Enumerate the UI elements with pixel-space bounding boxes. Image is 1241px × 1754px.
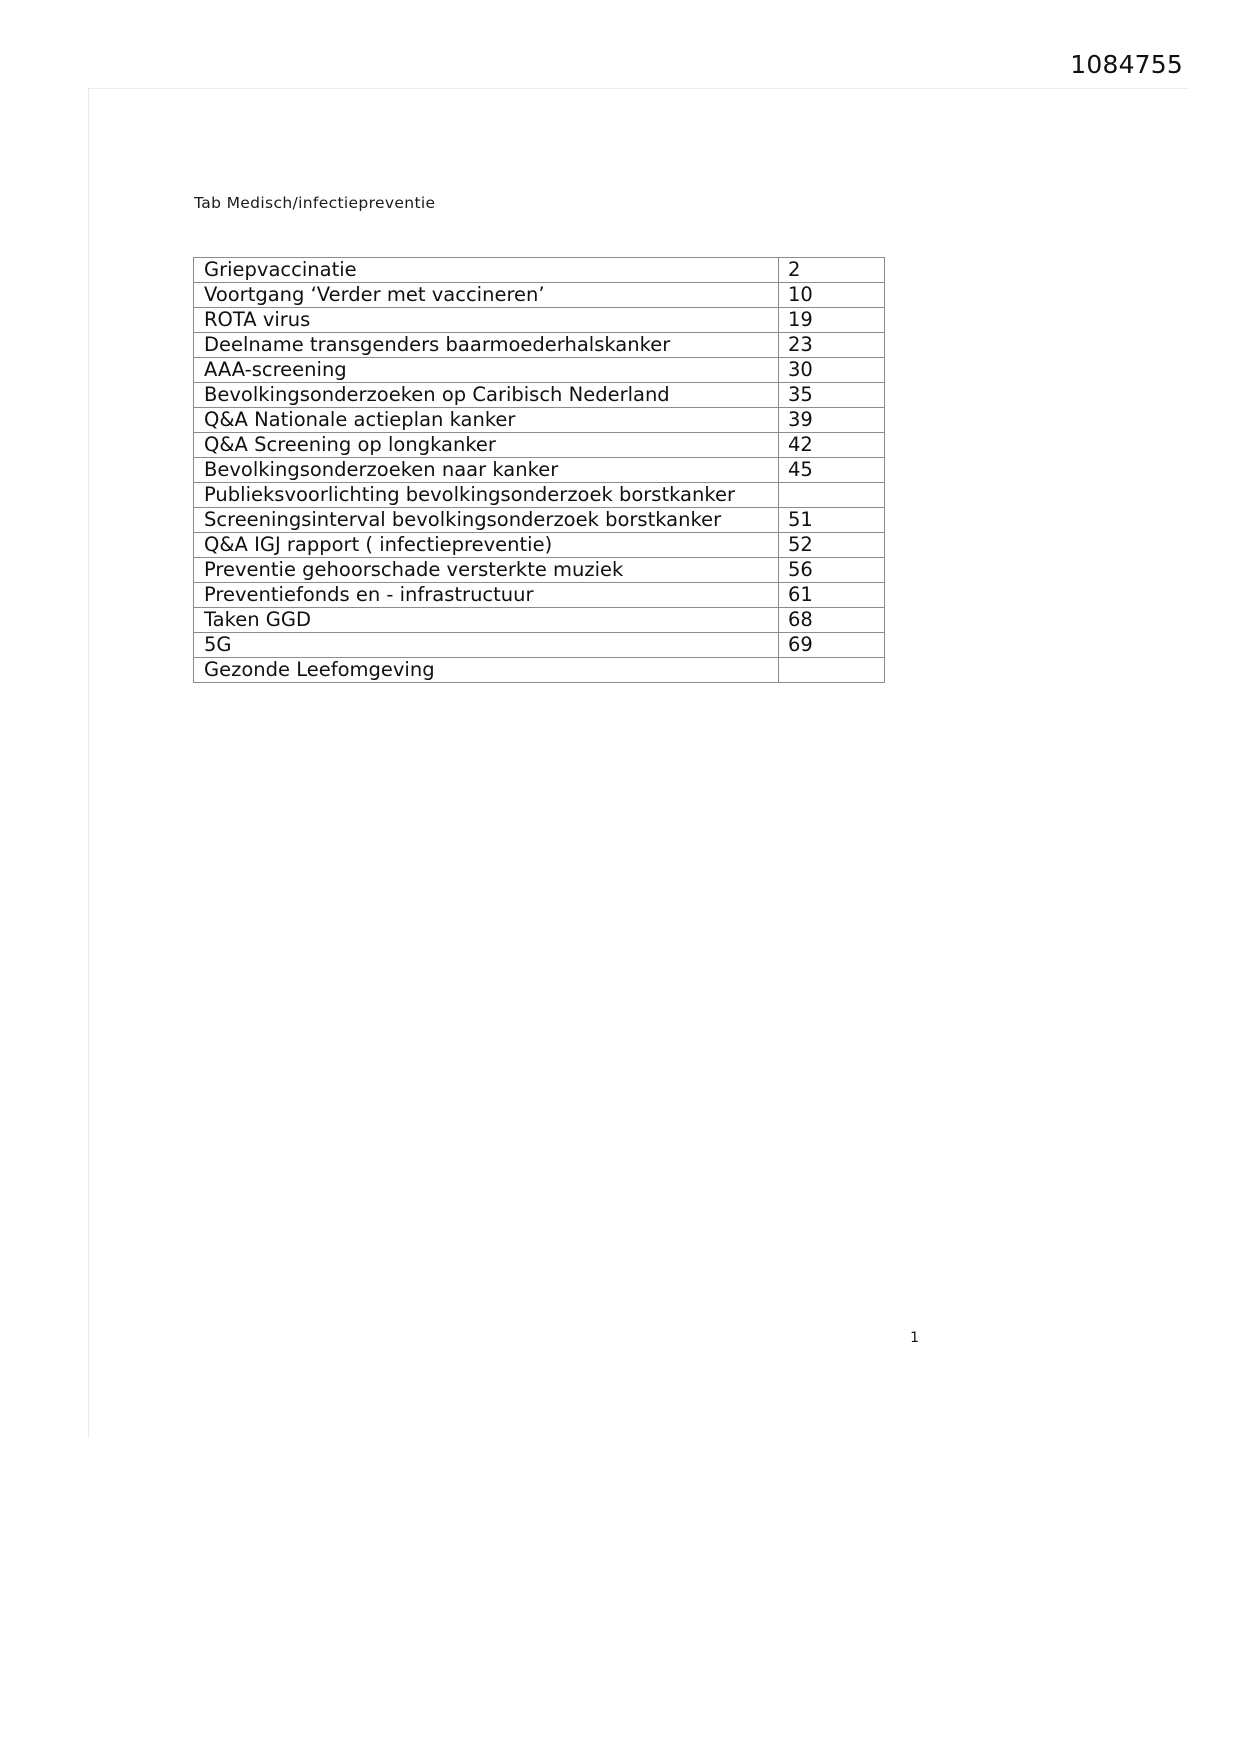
toc-page-cell: 19	[779, 308, 885, 333]
toc-page-cell	[779, 658, 885, 683]
table-row	[194, 358, 885, 383]
toc-page-cell: 69	[779, 633, 885, 658]
toc-page-cell: 61	[779, 583, 885, 608]
table-row	[194, 633, 885, 658]
toc-topic-cell: ROTA virus	[194, 308, 779, 333]
table-row	[194, 583, 885, 608]
toc-body	[194, 258, 885, 683]
toc-topic-cell: Gezonde Leefomgeving	[194, 658, 779, 683]
toc-page-cell: 45	[779, 458, 885, 483]
table-row	[194, 533, 885, 558]
table-row	[194, 333, 885, 358]
toc-page-cell: 52	[779, 533, 885, 558]
toc-topic-cell: 5G	[194, 633, 779, 658]
toc-topic-cell: Publieksvoorlichting bevolkingsonderzoek borstkanker	[194, 483, 779, 508]
toc-topic-cell: Taken GGD	[194, 608, 779, 633]
toc-page-cell: 68	[779, 608, 885, 633]
table-row	[194, 483, 885, 508]
toc-page-cell: 2	[779, 258, 885, 283]
table-row	[194, 308, 885, 333]
toc-page-cell: 51	[779, 508, 885, 533]
toc-page-cell: 30	[779, 358, 885, 383]
table-row	[194, 658, 885, 683]
toc-topic-cell: Bevolkingsonderzoeken naar kanker	[194, 458, 779, 483]
table-row	[194, 408, 885, 433]
toc-topic-cell: Preventie gehoorschade versterkte muziek	[194, 558, 779, 583]
scan-edge-left	[88, 88, 89, 1438]
toc-topic-cell: Deelname transgenders baarmoederhalskanker	[194, 333, 779, 358]
toc-page-cell: 10	[779, 283, 885, 308]
document-reference-number: 1084755	[1070, 50, 1183, 79]
table-of-contents	[193, 257, 885, 683]
table-row	[194, 508, 885, 533]
tab-label: Tab Medisch/infectiepreventie	[194, 194, 436, 212]
table-row	[194, 458, 885, 483]
table-row	[194, 258, 885, 283]
toc-page-cell: 56	[779, 558, 885, 583]
toc-page-cell: 35	[779, 383, 885, 408]
toc-topic-cell: Screeningsinterval bevolkingsonderzoek borstkanker	[194, 508, 779, 533]
table-row	[194, 608, 885, 633]
scan-edge-top	[88, 88, 1188, 89]
table-row	[194, 283, 885, 308]
toc-page-cell: 42	[779, 433, 885, 458]
toc-page-cell: 39	[779, 408, 885, 433]
toc-topic-cell: Q&A Nationale actieplan kanker	[194, 408, 779, 433]
toc-topic-cell: Q&A Screening op longkanker	[194, 433, 779, 458]
toc-page-cell	[779, 483, 885, 508]
toc-topic-cell: Preventiefonds en - infrastructuur	[194, 583, 779, 608]
toc-page-cell: 23	[779, 333, 885, 358]
table-row	[194, 558, 885, 583]
toc-topic-cell: Q&A IGJ rapport ( infectiepreventie)	[194, 533, 779, 558]
toc-topic-cell: Voortgang ‘Verder met vaccineren’	[194, 283, 779, 308]
toc-topic-cell: AAA-screening	[194, 358, 779, 383]
toc-topic-cell: Bevolkingsonderzoeken op Caribisch Nederland	[194, 383, 779, 408]
page-number: 1	[910, 1330, 919, 1346]
table-row	[194, 383, 885, 408]
toc-topic-cell: Griepvaccinatie	[194, 258, 779, 283]
table-row	[194, 433, 885, 458]
